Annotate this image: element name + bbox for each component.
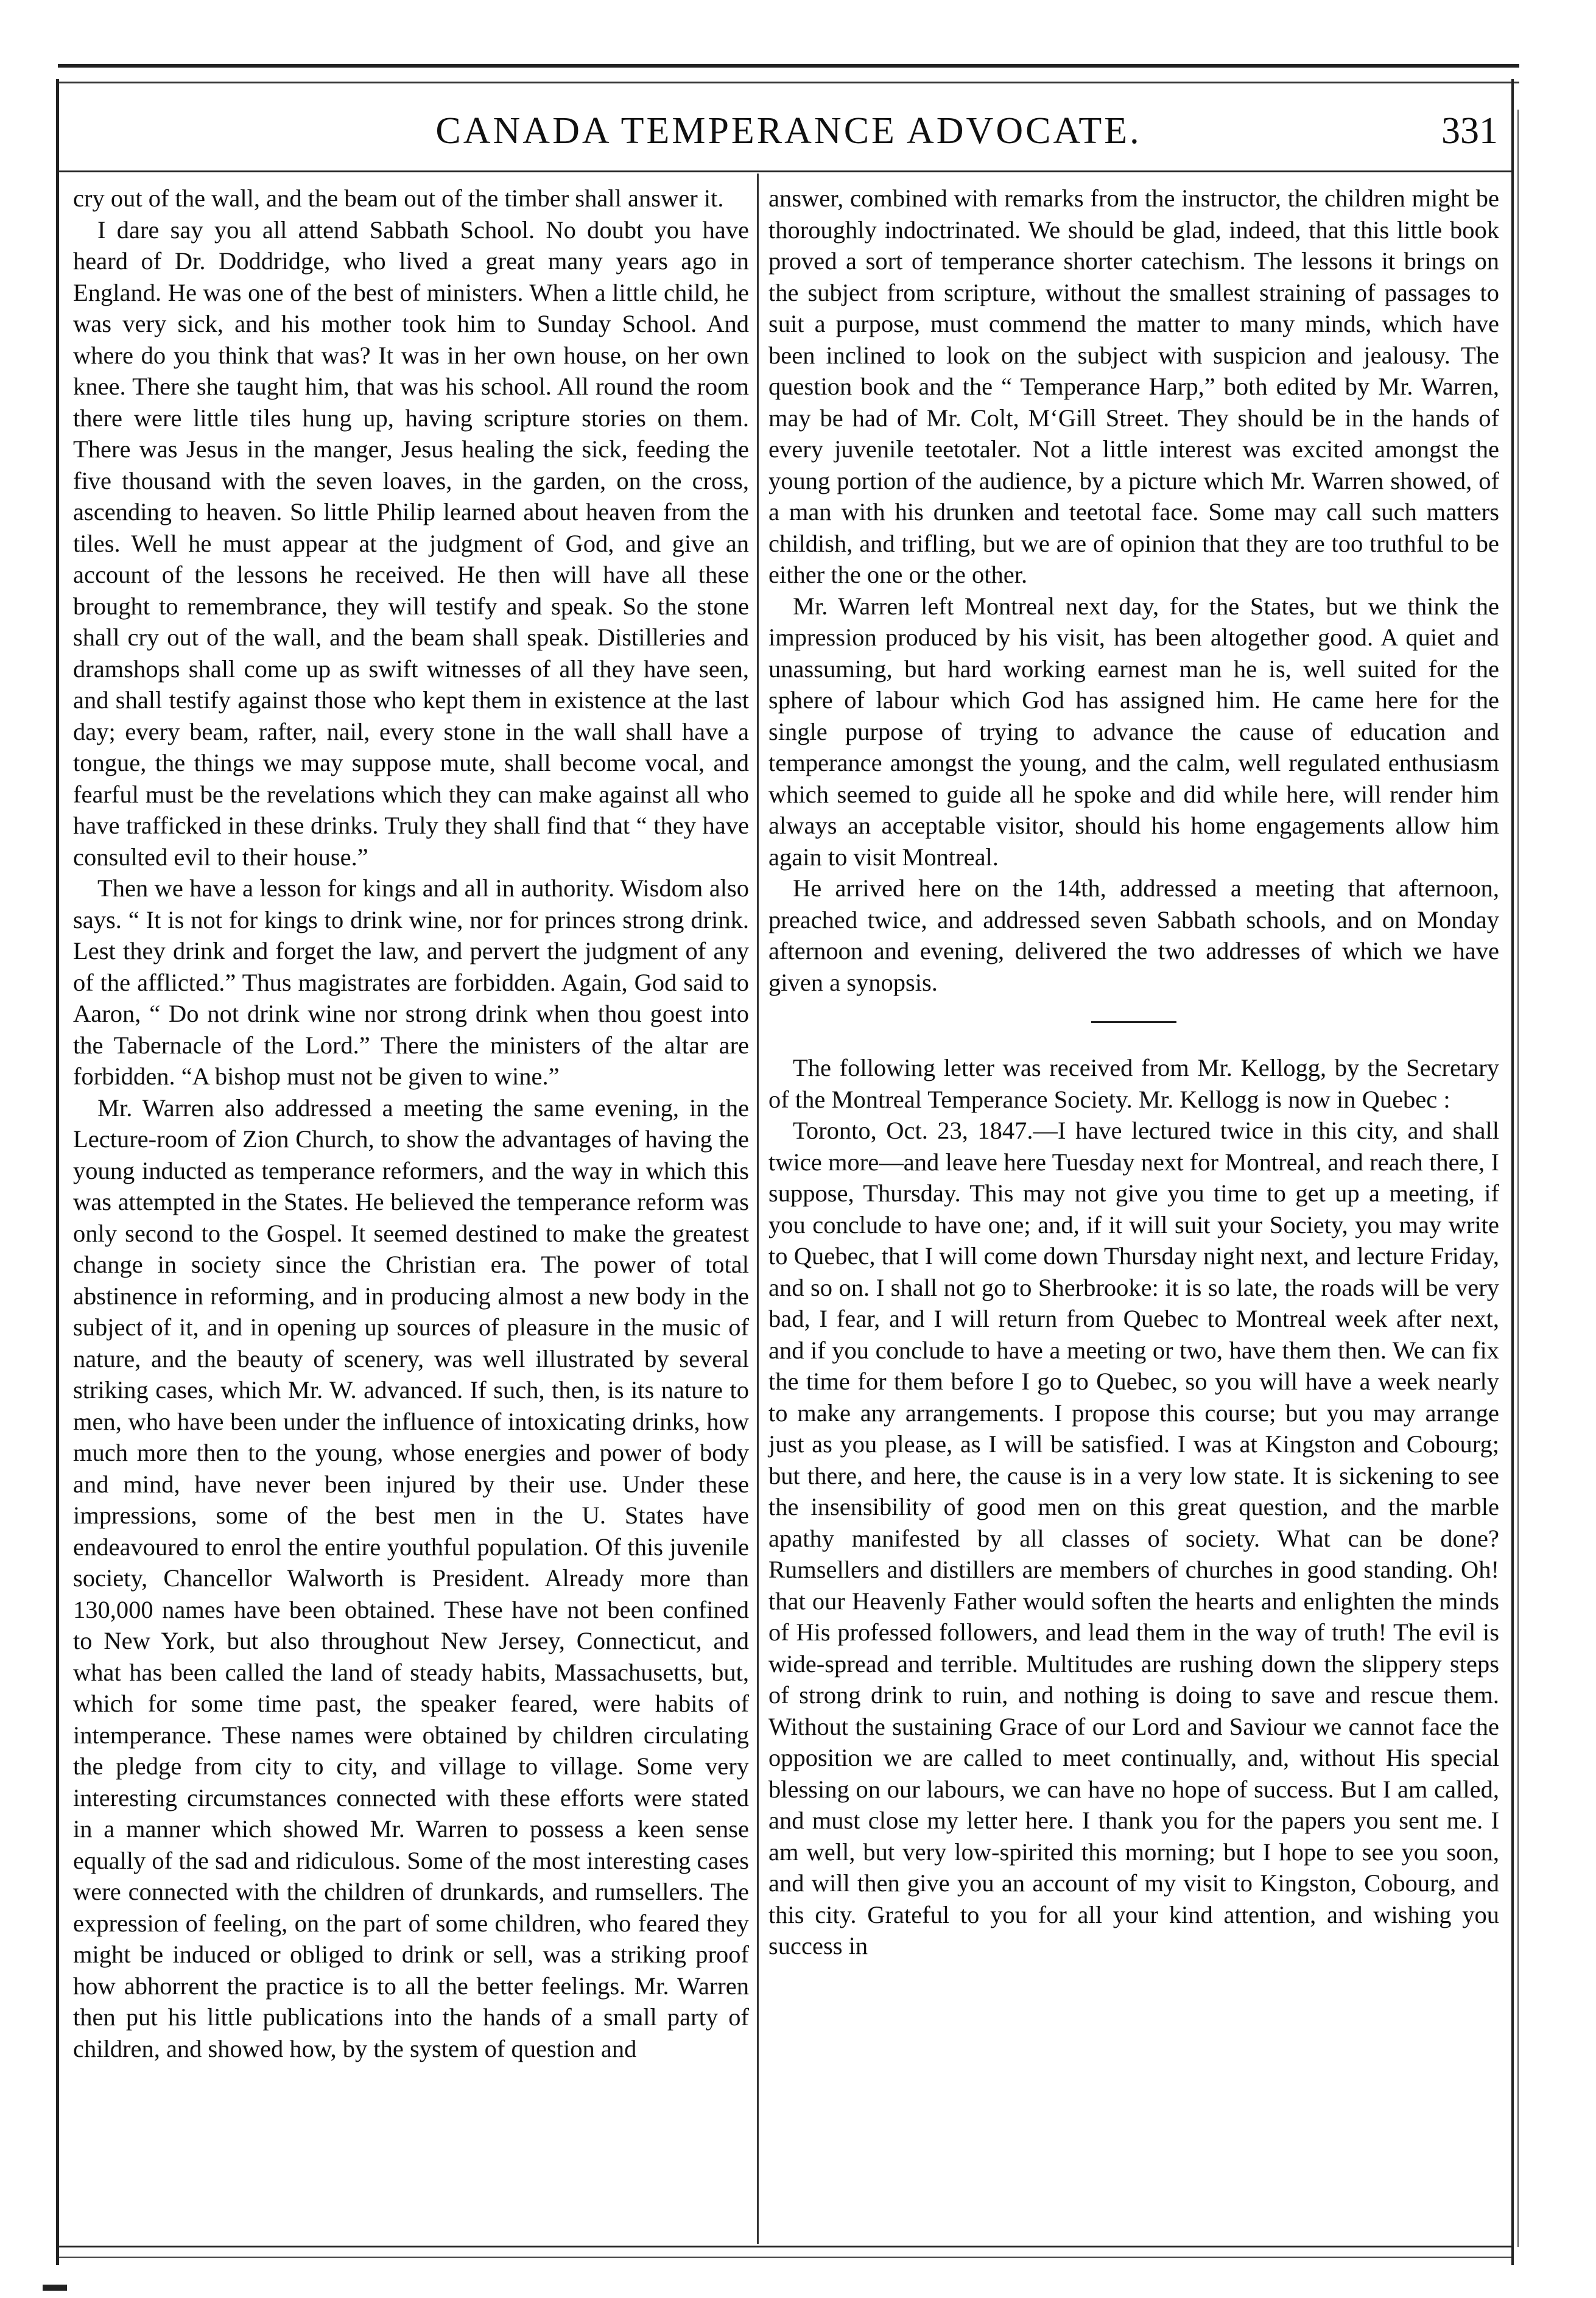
corner-mark <box>43 2285 67 2291</box>
section-separator <box>1091 1021 1176 1023</box>
page-number: 331 <box>1441 110 1498 152</box>
paragraph: He arrived here on the 14th, addressed a meeting that afternoon, preached twice, and addressed seven Sabbath schools, and on Monday afternoon and evening, delivered the two addresses of which we have given a synopsis. <box>768 874 1499 996</box>
top-rule <box>58 64 1519 68</box>
column-divider <box>757 174 759 2244</box>
page-header <box>67 104 1510 170</box>
header-rule <box>59 170 1511 172</box>
right-column <box>768 183 1499 1962</box>
letter-body: Toronto, Oct. 23, 1847.—I have lectured twice in this city, and shall twice more—and leave here Tuesday next for Montreal, and reach there, I suppose, Thursday. This may not give you time to get up a meeting, if you conclude to have one; and, if it will suit your Society, you may write to Quebec, that I will come down Thursday night next, and lecture Friday, and so on. I shall not go to Sherbrooke: it is so late, the roads will be very bad, I fear, and I will return from Quebec to Montreal week after next, and if you conclude to have a meeting or two, have them then. We can fix the time for them before I go to Quebec, so you will have a week nearly to make any arrangements. I propose this course; but you may arrange just as you please, as I will be satisfied. I was at Kingston and Cobourg; but there, and here, the cause is in a very low state. It is sickening to see the insensibility of good men on this great question, and the marble apathy manifested by all classes of society. What can be done? Rumsellers and distillers are members of churches in good standing. Oh! that our Heavenly Father would soften the hearts and enlighten the minds of His professed followers, and lead them in the way of truth! The evil is wide-spread and terrible. Multitudes are rushing down the slippery steps of strong drink to ruin, and nothing is doing to save and rescue them. Without the sustaining Grace of our Lord and Saviour we cannot face the opposition we are called to meet continually, and, without His special blessing on our labours, we can have no hope of success. But I am called, and must close my letter here. I thank you for the papers you sent me. I am well, but very low-spirited this morning; but I hope to see you soon, and will then give you an account of my visit to Kingston, Cobourg, and this city. Grateful to you for all your kind attention, and wishing you success in <box>768 1117 1499 1959</box>
paragraph: Then we have a lesson for kings and all in authority. Wisdom also says. “ It is not for kings to drink wine, nor for princes strong drink. Lest they drink and forget the law, and pervert the judgment of any of the afflicted.” Thus magistrates are forbidden. Again, God said to Aaron, “ Do not drink wine nor strong drink when thou goest into the Tabernacle of the Lord.” There the ministers of the altar are forbidden. “A bishop must not be given to wine.” <box>73 874 749 1090</box>
letter-intro: The following letter was received from Mr. Kellogg, by the Secretary of the Montreal Temperance Society. Mr. Kellogg is now in Quebec : <box>768 1054 1499 1113</box>
top-rule-secondary <box>58 82 1519 83</box>
bottom-rule <box>59 2246 1511 2247</box>
bottom-rule-secondary <box>59 2257 1511 2258</box>
publication-title: CANADA TEMPERANCE ADVOCATE. <box>435 110 1142 152</box>
paragraph: I dare say you all attend Sabbath School. No doubt you have heard of Dr. Doddridge, who lived a great many years ago in England. He was one of the best of ministers. When a little child, he was very sick, and his mother took him to Sunday School. And where do you think that was? It was in her own house, on her own knee. There she taught him, that was his school. All round the room there were little tiles hung up, having scripture stories on them. There was Jesus in the manger, Jesus healing the sick, feeding the five thousand with the seven loaves, in the garden, on the cross, ascending to heaven. So little Philip learned about heaven from the tiles. Well he must appear at the judgment of God, and give an account of the lessons he received. He then will have all these brought to remembrance, they will testify and speak. So the stone shall cry out of the wall, and the beam shall speak. Distilleries and dramshops shall come up as swift witnesses of all they have seen, and shall testify against those who kept them in existence at the last day; every beam, rafter, nail, every stone in the wall shall have a tongue, the things we may suppose mute, shall become vocal, and fearful must be the revelations which they can make against all who have trafficked in these drinks. Truly they shall find that “ they have consulted evil to their house.” <box>73 216 749 871</box>
paragraph: answer, combined with remarks from the instructor, the children might be thoroughly indoctrinated. We should be glad, indeed, that this little book proved a sort of temperance shorter catechism. The lessons it brings on the subject from scripture, without the smallest straining of passages to suit a purpose, must commend the matter to many minds, which have been inclined to look on the subject with suspicion and jealousy. The question book and the “ Temperance Harp,” both edited by Mr. Warren, may be had of Mr. Colt, M‘Gill Street. They should be in the hands of every juvenile teetotaler. Not a little interest was excited amongst the young portion of the audience, by a picture which Mr. Warren showed, of a man with his drunken and teetotal face. Some may call such matters childish, and trifling, but we are of opinion that they are too truthful to be either the one or the other. <box>768 184 1499 588</box>
right-border <box>1511 79 1514 2265</box>
paragraph: Mr. Warren also addressed a meeting the same evening, in the Lecture-room of Zion Church, to show the advantages of having the young inducted as temperance reformers, and the way in which this was attempted in the States. He believed the temperance reform was only second to the Gospel. It seemed destined to make the greatest change in society since the Christian era. The power of total abstinence in reforming, and in producing almost a new body in the subject of it, and in opening up sources of pleasure in the music of nature, and the beauty of scenery, was well illustrated by several striking cases, which Mr. W. advanced. If such, then, is its nature to men, who have been under the influence of intoxicating drinks, how much more then to the young, whose energies and power of body and mind, have never been injured by their use. Under these impressions, some of the best men in the U. States have endeavoured to enrol the entire youthful population. Of this juvenile society, Chancellor Walworth is President. Already more than 130,000 names have been obtained. These have not been confined to New York, but also throughout New Jersey, Connecticut, and what has been called the land of steady habits, Massachusetts, but, which for some time past, the speaker feared, were habits of intemperance. These names were obtained by children circulating the pledge from city to city, and village to village. Some very interesting circumstances connected with these efforts were stated in a manner which showed Mr. Warren to possess a keen sense equally of the sad and ridiculous. Some of the most interesting cases were connected with the children of drunkards, and rumsellers. The expression of feeling, on the part of some children, who feared they might be induced or obliged to drink or sell, was a striking proof how abhorrent the practice is to all the better feelings. Mr. Warren then put his little publications into the hands of a small party of children, and showed how, by the system of question and <box>73 1094 749 2062</box>
paragraph: Mr. Warren left Montreal next day, for the States, but we think the impression produced by his visit, has been altogether good. A quiet and unassuming, but hard working earnest man he is, well suited for the sphere of labour which God has assigned him. He came here for the single purpose of trying to advance the cause of education and temperance amongst the young, and the calm, well regulated enthusiasm which seemed to guide all he spoke and did while here, will render him always an acceptable visitor, should his home engagements allow him again to visit Montreal. <box>768 592 1499 871</box>
paragraph: cry out of the wall, and the beam out of the timber shall answer it. <box>73 184 724 212</box>
left-column <box>73 183 749 2064</box>
left-border <box>56 79 59 2265</box>
right-border-secondary <box>1517 110 1519 2247</box>
